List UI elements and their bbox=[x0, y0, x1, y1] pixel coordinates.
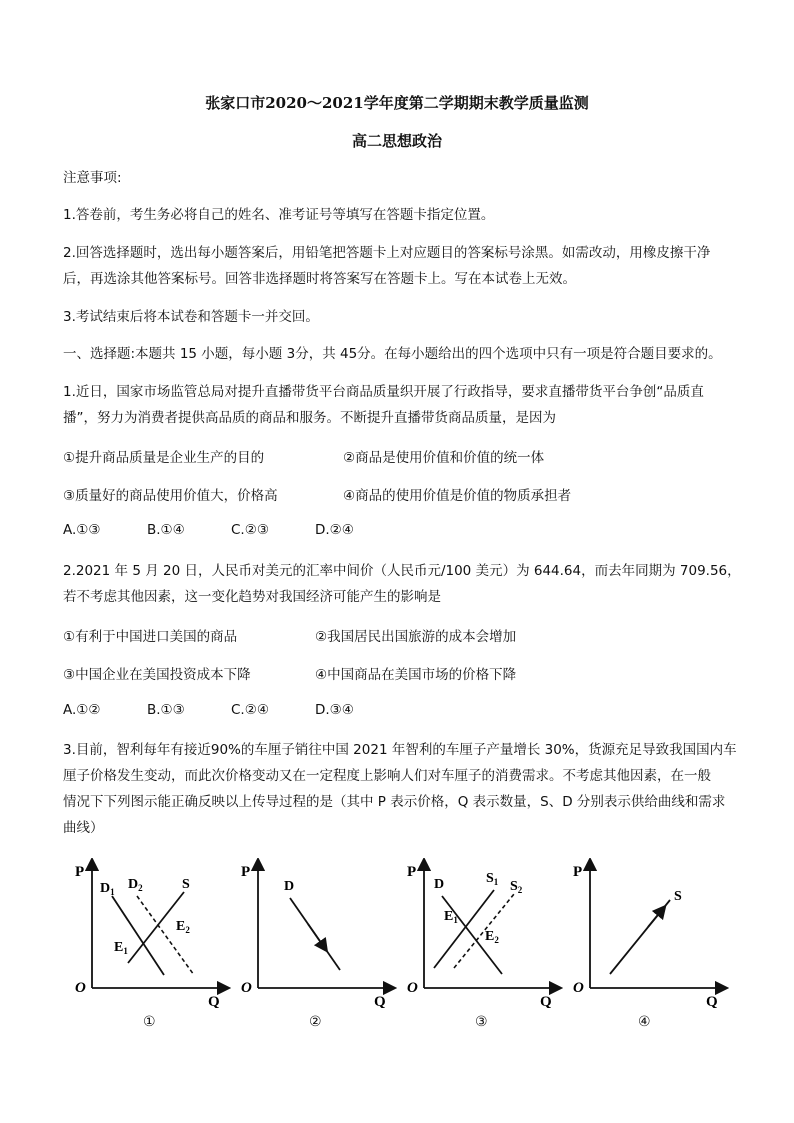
movement-arrow-icon bbox=[308, 924, 324, 947]
question-3-line4: 曲线） bbox=[63, 820, 104, 836]
svg-text:S2 bbox=[510, 879, 523, 895]
q1-statement-1: ①提升商品质量是企业生产的目的 bbox=[63, 450, 265, 466]
d-label: D bbox=[434, 877, 445, 892]
q2-statement-1: ①有利于中国进口美国的商品 bbox=[63, 629, 238, 645]
p-label: P bbox=[407, 864, 417, 880]
d1-label: D bbox=[100, 881, 111, 896]
d2-label: D bbox=[128, 877, 139, 892]
question-1-line2: 播”，努力为消费者提供高品质的商品和服务。不断提升直播带货商品质量，是因为 bbox=[63, 410, 556, 426]
figure-3-diagram bbox=[404, 858, 564, 1008]
s1-label: S bbox=[486, 871, 494, 886]
s-label: S bbox=[182, 877, 190, 892]
section-heading: 一、选择题:本题共 15 小题，每小题 3分，共 45分。在每小题给出的四个选项中只有一项是符合题目要求的。 bbox=[63, 346, 722, 362]
figure-1-diagram bbox=[72, 858, 232, 1008]
svg-text:D2 bbox=[128, 877, 143, 893]
e2-subscript: 2 bbox=[185, 925, 190, 935]
q2-statement-2: ②我国居民出国旅游的成本会增加 bbox=[315, 629, 517, 645]
origin-label: O bbox=[407, 980, 418, 996]
svg-text:E1 bbox=[114, 940, 128, 956]
s-label: S bbox=[674, 889, 682, 904]
q2-option-b: B.①③ bbox=[147, 702, 185, 718]
question-3-line1: 3.目前，智利每年有接近90%的车厘子销往中国 2021 年智利的车厘子产量增长 30%，货源充足导致我国国内车 bbox=[63, 742, 737, 758]
p-label: P bbox=[241, 864, 251, 880]
demand-curve-d1 bbox=[112, 896, 164, 975]
exam-subtitle: 高二思想政治 bbox=[351, 132, 442, 150]
notice-item-2-line1: 2.回答选择题时，选出每小题答案后，用铅笔把答题卡上对应题目的答案标号涂黑。如需改动，用橡皮擦干净 bbox=[63, 245, 711, 261]
q1-statement-3: ③质量好的商品使用价值大，价格高 bbox=[63, 488, 278, 504]
s1-subscript: 1 bbox=[493, 877, 499, 887]
figure-1-caption: ① bbox=[143, 1014, 156, 1030]
q2-statement-4: ④中国商品在美国市场的价格下降 bbox=[315, 667, 517, 683]
q1-statement-4: ④商品的使用价值是价值的物质承担者 bbox=[343, 488, 572, 504]
q1-option-b: B.①④ bbox=[147, 522, 185, 538]
e2-subscript: 2 bbox=[494, 935, 499, 945]
q2-statement-3: ③中国企业在美国投资成本下降 bbox=[63, 667, 251, 683]
notice-item-1: 1.答卷前，考生务必将自己的姓名、准考证号等填写在答题卡指定位置。 bbox=[63, 207, 495, 223]
e1-subscript: 1 bbox=[453, 915, 458, 925]
question-2-line1: 2.2021 年 5 月 20 日，人民币对美元的汇率中间价（人民币元/100 美元）为 644.64，而去年同期为 709.56， bbox=[63, 563, 741, 579]
demand-curve-d2 bbox=[137, 896, 194, 975]
figure-4-diagram bbox=[570, 858, 730, 1008]
notice-item-2-line2: 后，再选涂其他答案标号。回答非选择题时将答案写在答题卡上。写在本试卷上无效。 bbox=[63, 271, 576, 287]
notice-item-3: 3.考试结束后将本试卷和答题卡一并交回。 bbox=[63, 309, 319, 325]
svg-text:E1 bbox=[444, 909, 458, 925]
e2-label: E bbox=[176, 919, 186, 934]
s2-label: S bbox=[510, 879, 518, 894]
svg-text:E2 bbox=[485, 929, 499, 945]
question-2-line2: 若不考虑其他因素，这一变化趋势对我国经济可能产生的影响是 bbox=[63, 589, 441, 605]
figure-2-diagram bbox=[238, 858, 398, 1008]
origin-label: O bbox=[75, 980, 86, 996]
notice-heading: 注意事项: bbox=[63, 170, 122, 186]
p-label: P bbox=[75, 864, 85, 880]
svg-text:E2 bbox=[176, 919, 190, 935]
svg-text:D1 bbox=[100, 881, 115, 897]
q1-option-c: C.②③ bbox=[231, 522, 269, 538]
origin-label: O bbox=[241, 980, 252, 996]
q2-option-c: C.②④ bbox=[231, 702, 269, 718]
q1-statement-2: ②商品是使用价值和价值的统一体 bbox=[343, 450, 545, 466]
svg-text:S1 bbox=[486, 871, 499, 887]
d1-subscript: 1 bbox=[110, 887, 115, 897]
d-label: D bbox=[284, 879, 295, 894]
p-label: P bbox=[573, 864, 583, 880]
q2-option-d: D.③④ bbox=[315, 702, 354, 718]
figure-3-caption: ③ bbox=[475, 1014, 488, 1030]
d2-subscript: 2 bbox=[138, 883, 143, 893]
e2-label: E bbox=[485, 929, 495, 944]
exam-title: 张家口市2020～2021学年度第二学期期末教学质量监测 bbox=[205, 94, 589, 112]
q-label: Q bbox=[706, 994, 718, 1008]
q-label: Q bbox=[374, 994, 386, 1008]
e1-label: E bbox=[444, 909, 454, 924]
q-label: Q bbox=[540, 994, 552, 1008]
q2-option-a: A.①② bbox=[63, 702, 101, 718]
question-1-line1: 1.近日，国家市场监管总局对提升直播带货平台商品质量织开展了行政指导，要求直播带货平台争创“品质直 bbox=[63, 384, 704, 400]
figure-4-caption: ④ bbox=[638, 1014, 651, 1030]
q-label: Q bbox=[208, 994, 220, 1008]
question-3-line2: 厘子价格发生变动，而此次价格变动又在一定程度上影响人们对车厘子的消费需求。不考虑其他因素，在一般 bbox=[63, 768, 711, 784]
figure-2-caption: ② bbox=[309, 1014, 322, 1030]
q1-option-d: D.②④ bbox=[315, 522, 354, 538]
s2-subscript: 2 bbox=[517, 885, 523, 895]
origin-label: O bbox=[573, 980, 584, 996]
e1-subscript: 1 bbox=[123, 946, 128, 956]
e1-label: E bbox=[114, 940, 124, 955]
movement-arrow-icon bbox=[648, 910, 662, 927]
q1-option-a: A.①③ bbox=[63, 522, 101, 538]
question-3-line3: 情况下下列图示能正确反映以上传导过程的是（其中 P 表示价格，Q 表示数量，S、D 分别表示供给曲线和需求 bbox=[63, 794, 726, 810]
